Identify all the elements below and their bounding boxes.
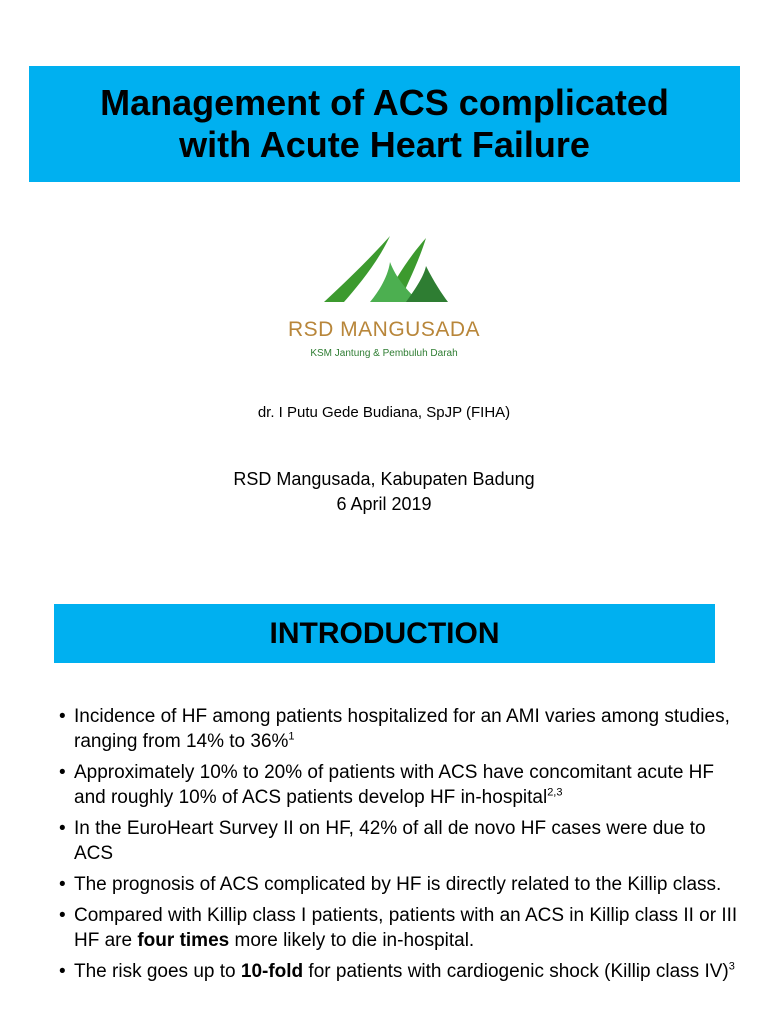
bullet-item: • Compared with Killip class I patients, patients with an ACS in Killip class II or III HF are four times more likely to die in-hospital. — [59, 903, 739, 953]
bullet-item: • Approximately 10% to 20% of patients with ACS have concomitant acute HF and roughly 10% of ACS patients develop HF in-hospital$^{2,3}$ — [59, 760, 739, 810]
presenter-name: dr. I Putu Gede Budiana, SpJP (FIHA) — [257, 404, 511, 421]
bullet-item: • The prognosis of ACS complicated by HF is directly related to the Killip class. — [59, 872, 739, 897]
section-banner — [54, 604, 715, 663]
hospital-logo — [288, 224, 480, 370]
section-title: INTRODUCTION — [269, 616, 500, 650]
bullet-item: • Incidence of HF among patients hospitalized for an AMI varies among studies, ranging from 14% to 36%$^1$ — [59, 704, 739, 754]
title-banner — [29, 66, 740, 182]
venue-location: RSD Mangusada, Kabupaten Badung — [233, 469, 535, 489]
presentation-date: 6 April 2019 — [336, 494, 432, 514]
hospital-name: RSD MANGUSADA — [288, 318, 481, 341]
bullet-list — [59, 704, 739, 990]
bullet-item: • The risk goes up to 10-fold for patients with cardiogenic shock (Killip class IV)$^3$ — [59, 959, 739, 984]
venue-block — [0, 467, 768, 517]
hospital-department: KSM Jantung & Pembuluh Darah — [310, 348, 458, 359]
leaf-mountain-logo-icon — [288, 224, 480, 314]
slide-title-line-1: Management of ACS complicated — [100, 82, 669, 123]
slide-title-line-2: with Acute Heart Failure — [179, 124, 590, 165]
bullet-item: • In the EuroHeart Survey II on HF, 42% of all de novo HF cases were due to ACS — [59, 816, 739, 866]
